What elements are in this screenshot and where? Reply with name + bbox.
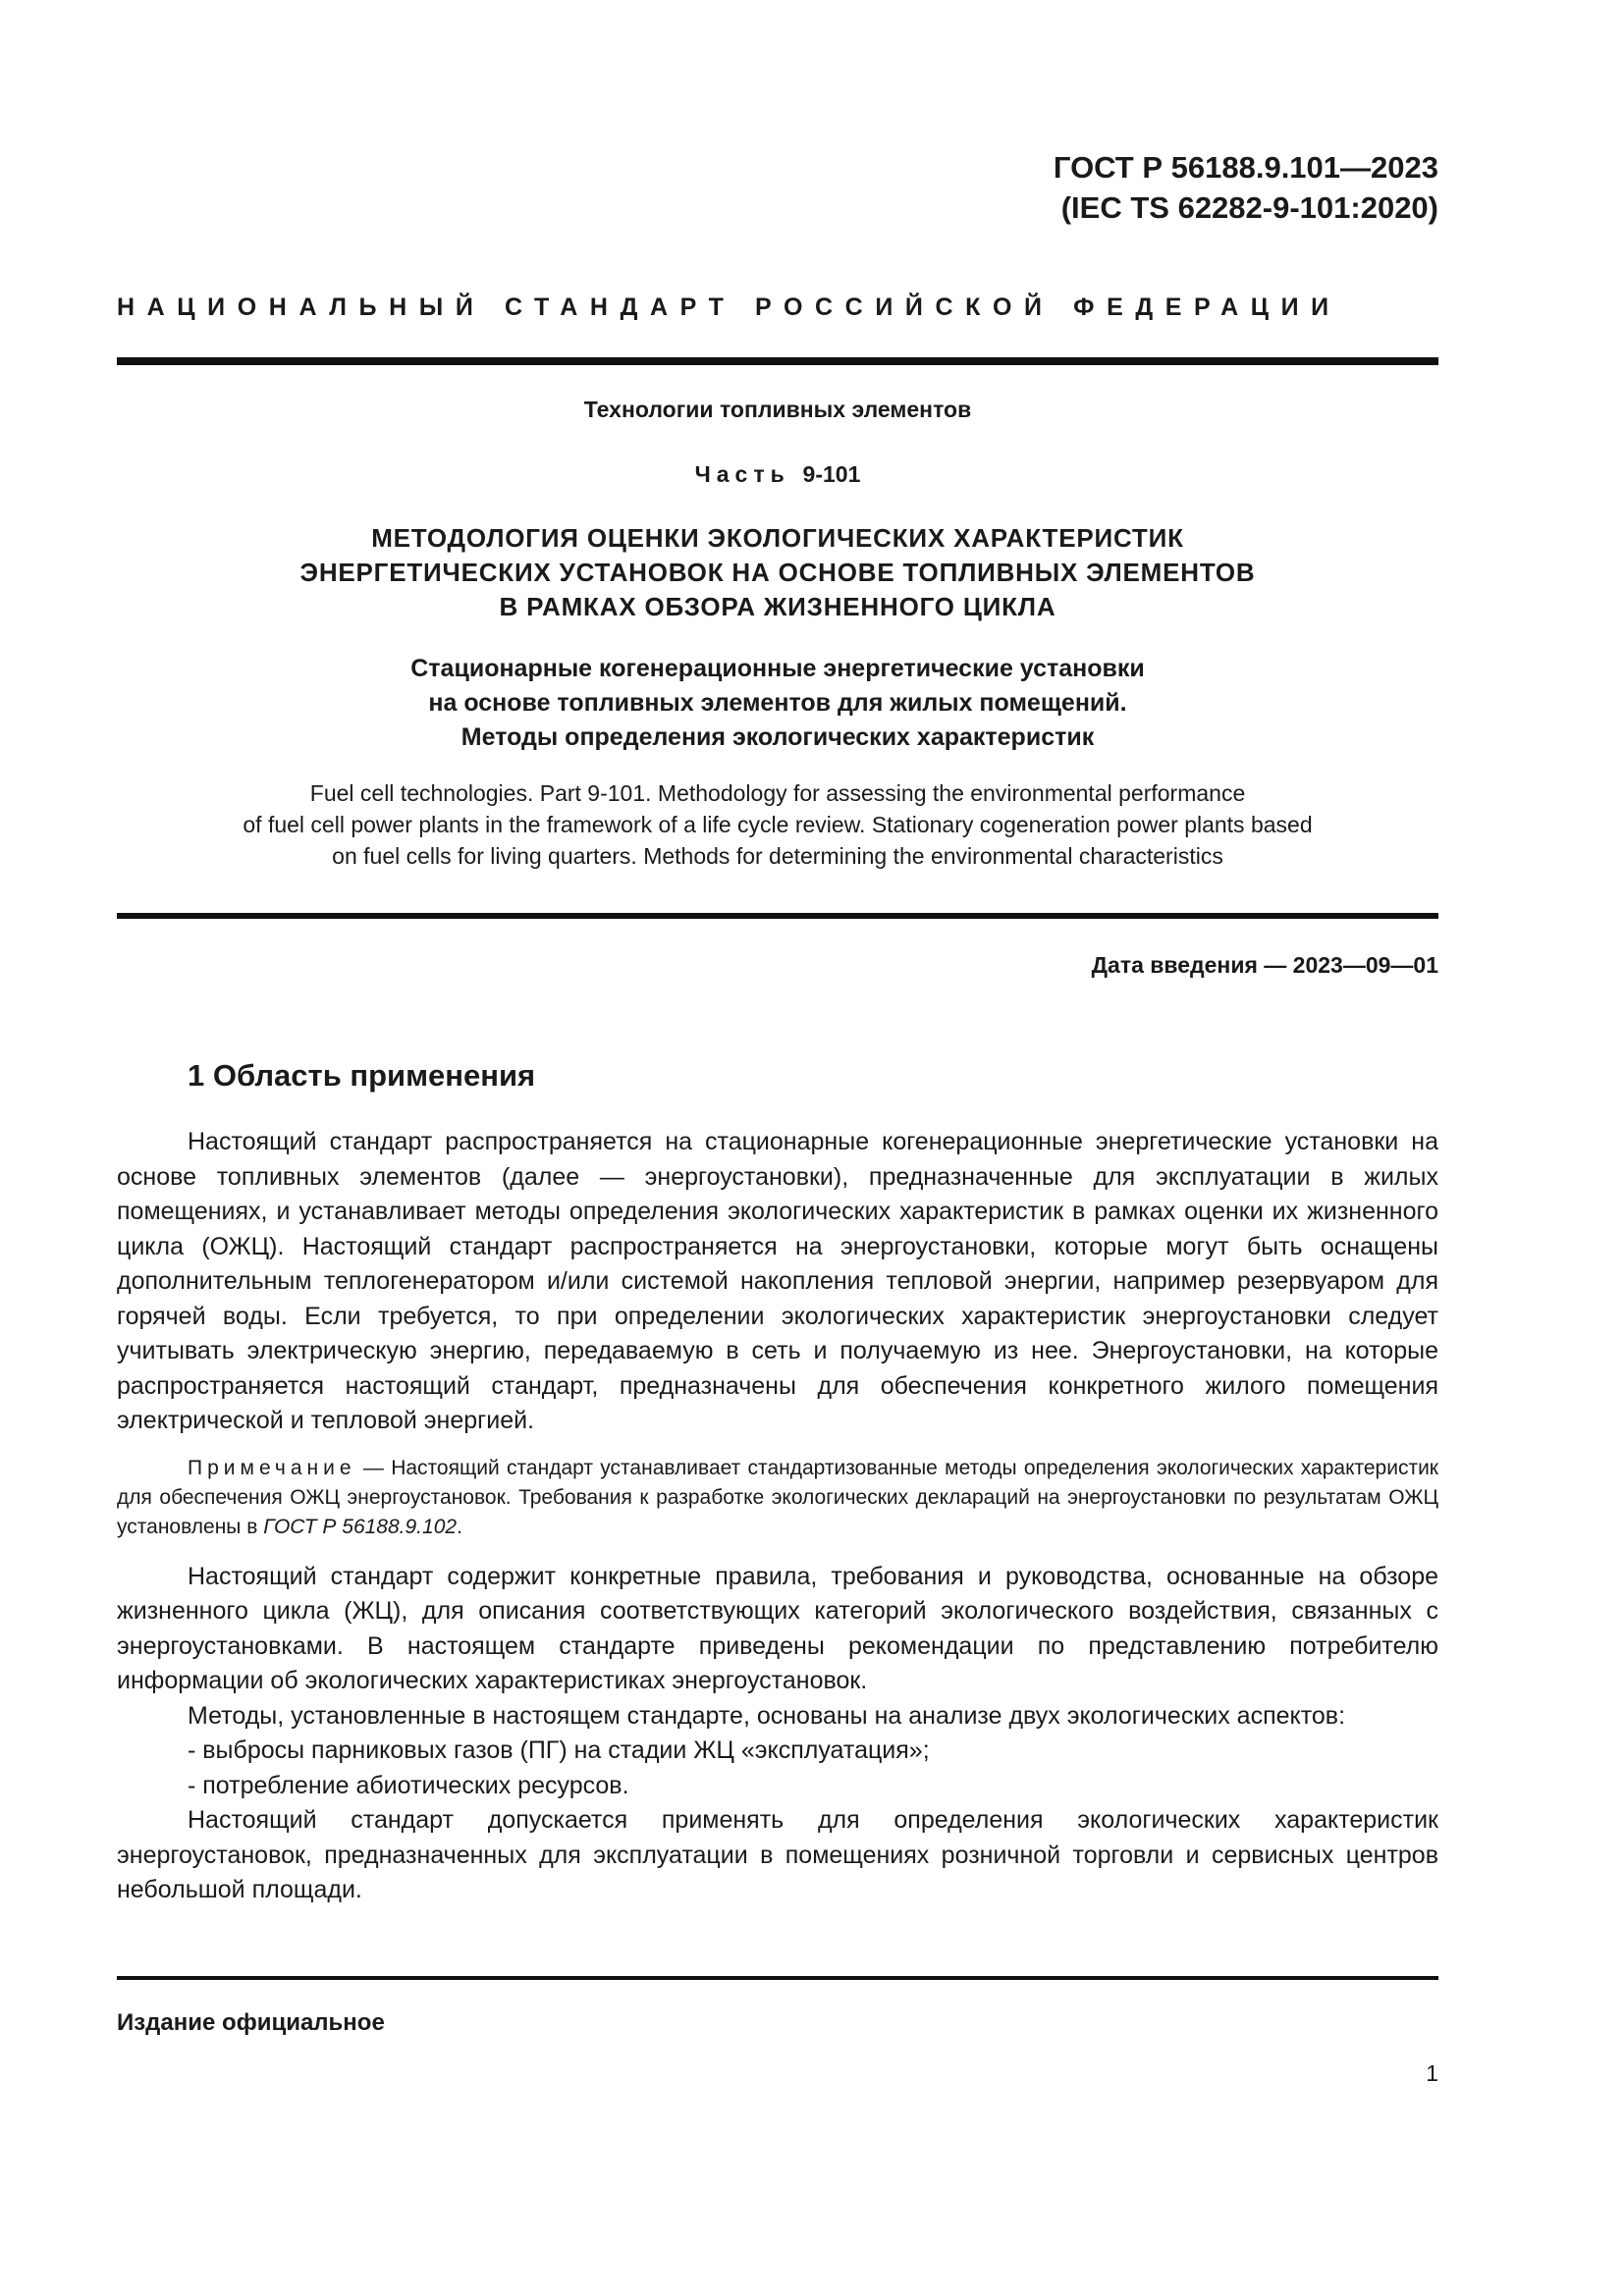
paragraph-applicability: Настоящий стандарт допускается применять для определения экологических характеристик энергоустановок, предназначенных для эксплуатации в помещениях розничной торговли и сервисных центров небольшой площади. [117, 1806, 1438, 1903]
subtitle-line: Стационарные когенерационные энергетические установки [410, 655, 1145, 682]
page-number: 1 [1426, 2060, 1438, 2086]
english-title-line: on fuel cells for living quarters. Methods for determining the environmental characteristics [332, 843, 1223, 869]
english-title-line: of fuel cell power plants in the framework of a life cycle review. Stationary cogeneration power plants based [243, 812, 1313, 837]
subtitle-line: на основе топливных элементов для жилых помещений. [428, 689, 1127, 717]
note-reference: ГОСТ Р 56188.9.102 [263, 1515, 458, 1538]
document-page [117, 0, 1438, 2296]
standard-designation [1054, 147, 1438, 228]
paragraph-scope: Настоящий стандарт распространяется на стационарные когенерационные энергетические установки на основе топливных элементов (далее — энергоустановки), предназначенные для эксплуатации в жилых помещениях, и устанавливает методы определения экологических характеристик в рамках оценки их жизненного цикла (ОЖЦ). Настоящий стандарт распространяется на энергоустановки, которые могут быть оснащены дополнительным теплогенератором и/или системой накопления тепловой энергии, например резервуаром для горячей воды. Если требуется, то при определении экологических характеристик энергоустановки следует учитывать электрическую энергию, передаваемую в сеть и получаемую из нее. Энергоустановки, на которые распространяется настоящий стандарт, предназначены для обеспечения конкретного жилого помещения электрической и тепловой энергией. [117, 1128, 1438, 1434]
subtitle-line: Методы определения экологических характеристик [460, 723, 1095, 751]
note-text: — Настоящий стандарт устанавливает стандартизованные методы определения экологических характеристик для обеспечения ОЖЦ энергоустановок. Требования к разработке экологических деклараций на энергоустановки по результатам ОЖЦ установлены в [117, 1456, 1438, 1538]
official-edition-label: Издание официальное [117, 2009, 385, 2036]
main-title-line: МЕТОДОЛОГИЯ ОЦЕНКИ ЭКОЛОГИЧЕСКИХ ХАРАКТЕРИСТИК [371, 523, 1184, 553]
part-number: 9-101 [802, 461, 861, 487]
english-title-line: Fuel cell technologies. Part 9-101. Methodology for assessing the environmental performance [309, 780, 1246, 806]
section-body [117, 1125, 1438, 1908]
english-title [117, 777, 1438, 872]
series-title: Технологии топливных элементов [583, 397, 972, 422]
national-standard-banner: НАЦИОНАЛЬНЫЙ СТАНДАРТ РОССИЙСКОЙ ФЕДЕРАЦИИ [117, 294, 1341, 321]
section-heading: 1 Область применения [188, 1058, 536, 1093]
introduction-date: Дата введения — 2023—09—01 [1091, 952, 1438, 978]
list-item: - выбросы парниковых газов (ПГ) на стадии ЖЦ «эксплуатация»; [188, 1736, 930, 1764]
note-end: . [457, 1515, 462, 1538]
top-divider [117, 357, 1438, 365]
part-word: Часть [694, 461, 790, 487]
title-bottom-divider [117, 913, 1438, 919]
subtitle [117, 652, 1438, 755]
main-title-line: ЭНЕРГЕТИЧЕСКИХ УСТАНОВОК НА ОСНОВЕ ТОПЛИВНЫХ ЭЛЕМЕНТОВ [299, 558, 1256, 587]
paragraph-methods: Методы, установленные в настоящем стандарте, основаны на анализе двух экологических аспектов: [188, 1701, 1346, 1730]
note-label: Примечание [188, 1456, 356, 1479]
part-title [117, 461, 1438, 488]
iec-number: (IEC TS 62282-9-101:2020) [1060, 190, 1438, 225]
footer-divider [117, 1976, 1438, 1980]
main-title-line: В РАМКАХ ОБЗОРА ЖИЗНЕННОГО ЦИКЛА [499, 592, 1056, 621]
main-title [117, 521, 1438, 624]
list-item: - потребление абиотических ресурсов. [188, 1771, 629, 1799]
gost-number: ГОСТ Р 56188.9.101—2023 [1053, 150, 1438, 185]
paragraph-rules: Настоящий стандарт содержит конкретные правила, требования и руководства, основанные на обзоре жизненного цикла (ЖЦ), для описания соответствующих категорий экологического воздействия, связанных с энергоустановками. В настоящем стандарте приведены рекомендации по представлению потребителю информации об экологических характеристиках энергоустановок. [117, 1562, 1438, 1694]
note [117, 1454, 1438, 1542]
